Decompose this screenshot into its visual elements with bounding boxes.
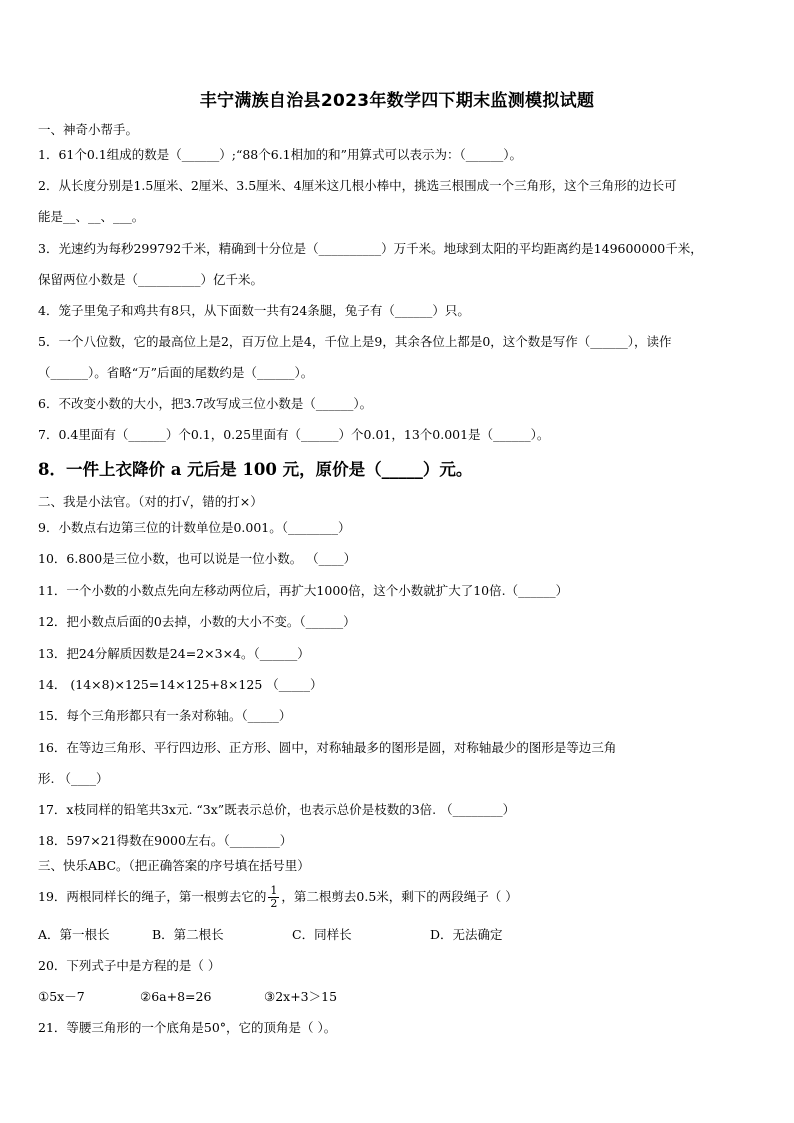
fraction-numerator: 1 (270, 884, 278, 897)
option-d: D．无法确定 (430, 927, 503, 942)
option-2: ②6a+8=26 (140, 989, 212, 1004)
option-c: C．同样长 (292, 927, 352, 942)
option-b: B．第二根长 (152, 927, 224, 942)
section-3-heading: 三、快乐ABC。（把正确答案的序号填在括号里） (38, 858, 310, 873)
section-2-heading: 二、我是小法官。（对的打√，错的打×） (38, 494, 263, 509)
question-5-line-2: （______）。省略“万”后面的尾数约是（______）。 (38, 365, 314, 380)
question-15: 15．每个三角形都只有一条对称轴。（_____） (38, 708, 292, 723)
question-19-tail: ，第二根剪去0.5米，剩下的两段绳子（ ） (281, 889, 518, 904)
question-17: 17．x枝同样的铅笔共3x元. “3x”既表示总价，也表示总价是枝数的3倍. （________） (38, 802, 516, 817)
page-title: 丰宁满族自治县2023年数学四下期末监测模拟试题 (199, 91, 595, 111)
question-6: 6．不改变小数的大小，把3.7改写成三位小数是（______）。 (38, 396, 373, 411)
question-9: 9．小数点右边第三位的计数单位是0.001。（________） (38, 520, 351, 535)
question-11: 11．一个小数的小数点先向左移动两位后，再扩大1000倍，这个小数就扩大了10倍.（______） (38, 583, 569, 598)
question-2-line-1: 2．从长度分别是1.5厘米、2厘米、3.5厘米、4厘米这几根小棒中，挑选三根围成一个三角形，这个三角形的边长可 (38, 178, 677, 193)
question-19-stem: 19．两根同样长的绳子，第一根剪去它的 (38, 889, 267, 904)
question-2-line-2: 能是__、__、___。 (38, 209, 145, 224)
option-3: ③2x+3＞15 (264, 989, 338, 1004)
question-3-line-2: 保留两位小数是（__________）亿千米。 (38, 272, 264, 287)
option-a: A．第一根长 (38, 927, 110, 942)
question-19 (38, 884, 758, 910)
question-7: 7．0.4里面有（______）个0.1，0.25里面有（______）个0.01，13个0.001是（______）。 (38, 427, 550, 442)
question-16-line-2: 形. （____） (38, 771, 109, 786)
question-16-line-1: 16．在等边三角形、平行四边形、正方形、圆中，对称轴最多的图形是圆，对称轴最少的图形是等边三角 (38, 740, 617, 755)
question-14: 14． (14×8)×125=14×125+8×125 （_____） (38, 677, 323, 692)
section-1-heading: 一、神奇小帮手。 (38, 122, 139, 137)
question-1: 1．61个0.1组成的数是（______）;“88个6.1相加的和”用算式可以表示为：（______）。 (38, 147, 523, 162)
question-13: 13．把24分解质因数是24=2×3×4。（______） (38, 646, 310, 661)
question-19-options (38, 926, 758, 944)
question-18: 18．597×21得数在9000左右。（________） (38, 833, 293, 848)
question-20-options (38, 988, 758, 1006)
option-1: ①5x－7 (38, 989, 85, 1004)
question-21: 21．等腰三角形的一个底角是50°，它的顶角是（ ）。 (38, 1020, 337, 1035)
question-8: 8．一件上衣降价 a 元后是 100 元，原价是（_____）元。 (38, 460, 473, 479)
question-12: 12．把小数点后面的0去掉，小数的大小不变。（______） (38, 614, 356, 629)
question-5-line-1: 5．一个八位数，它的最高位上是2，百万位上是4，千位上是9，其余各位上都是0，这个数是写作（______），读作 (38, 334, 672, 349)
question-20: 20．下列式子中是方程的是（ ） (38, 958, 221, 973)
question-4: 4．笼子里兔子和鸡共有8只，从下面数一共有24条腿，兔子有（______）只。 (38, 303, 470, 318)
fraction-one-half (268, 885, 279, 910)
question-3-line-1: 3．光速约为每秒299792千米，精确到十分位是（__________）万千米。地球到太阳的平均距离约是149600000千米， (38, 241, 703, 256)
question-10: 10．6.800是三位小数，也可以说是一位小数。 （____） (38, 551, 357, 566)
fraction-denominator: 2 (270, 897, 278, 910)
